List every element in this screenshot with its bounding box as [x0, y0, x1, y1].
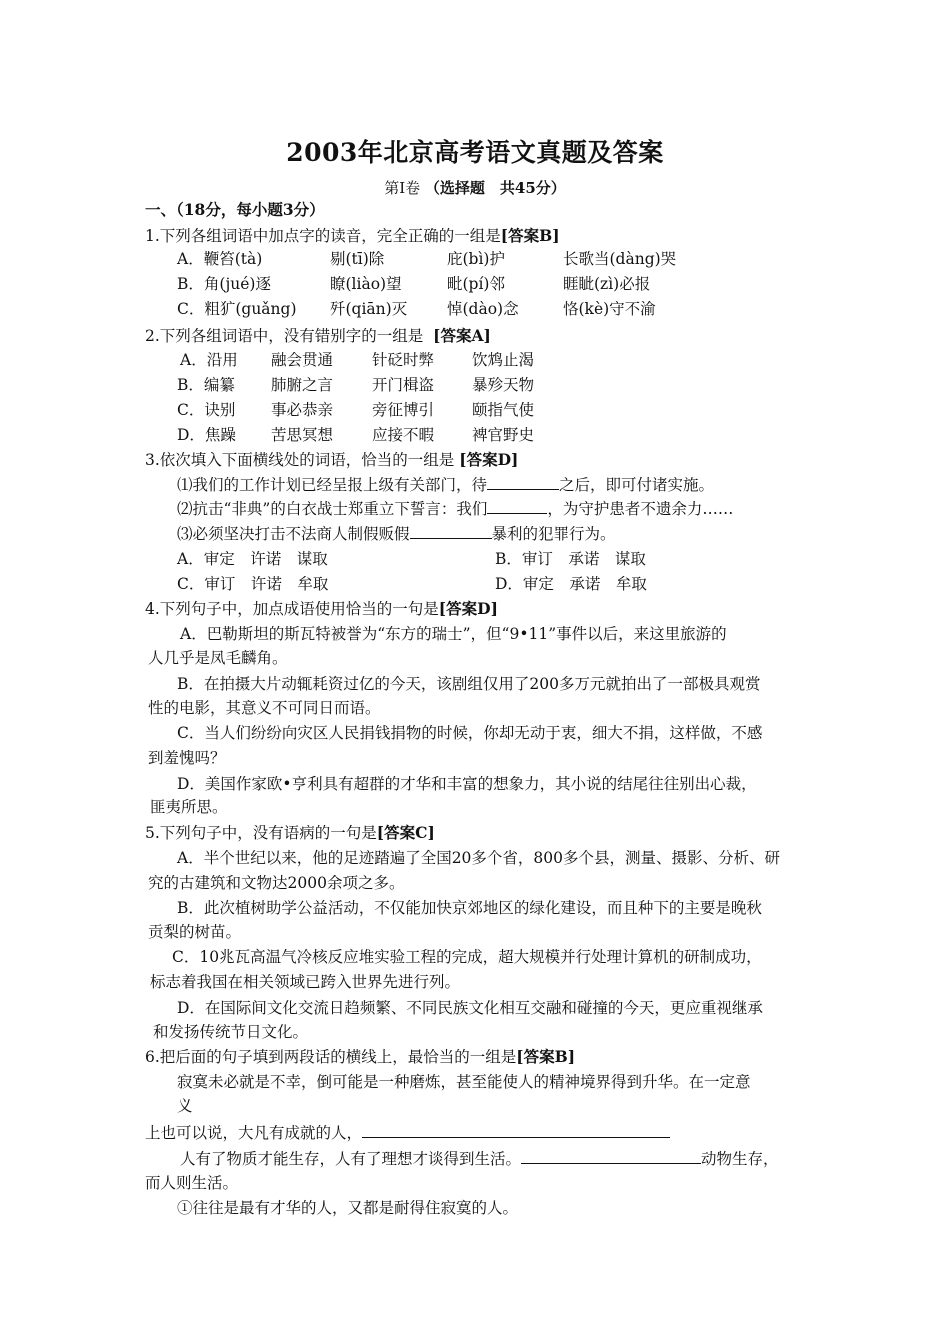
q2-option-cell: 颐指气使 [472, 401, 535, 419]
q2-option-cell: 事必恭亲 [271, 401, 334, 419]
q6-para1-line2: 义 [177, 1097, 193, 1115]
q4-option-c-line2: 到羞愧吗？ [148, 749, 226, 767]
q5-option-c-line2: 标志着我国在相关领域已跨入世界先进行列。 [150, 973, 461, 991]
q6-para2-line1 [180, 1148, 779, 1170]
fill-blank [487, 498, 547, 514]
q6-para2-line2: 而人则生活。 [145, 1174, 239, 1192]
q3-s2-before: ⑵抗击“非典”的白衣战士郑重立下誓言：我们 [177, 500, 488, 518]
q3-s3-after: 暴利的犯罪行为。 [491, 525, 616, 543]
q1-stem-text: 1.下列各组词语中加点字的读音，完全正确的一组是 [145, 227, 501, 245]
q3-stem-text: 3.依次填入下面横线处的词语，恰当的一组是 [145, 451, 455, 469]
q5-option-a-line2: 究的古建筑和文物达2000余项之多。 [148, 874, 405, 892]
q1-option-cell: 毗(pí)邻 [447, 275, 505, 293]
q1-option-cell: A．鞭笞(tà) [177, 250, 263, 268]
q1-option-cell: C．粗犷(guǎng) [177, 300, 297, 318]
q2-option-cell: B．编纂 [177, 376, 235, 394]
fill-blank [362, 1122, 670, 1138]
question-3-stem [145, 449, 518, 471]
q5-option-a-line1: A．半个世纪以来，他的足迹踏遍了全国20多个省，800多个县，测量、摄影、分析、研 [177, 849, 781, 867]
q4-option-b-line2: 性的电影，其意义不可同日而语。 [148, 699, 381, 717]
subtitle-prefix: 第Ⅰ卷 [384, 179, 421, 197]
q6-para2-after: 动物生存， [701, 1150, 779, 1168]
q4-option-a-line1: A．巴勒斯坦的斯瓦特被誉为“东方的瑞士”，但“9•11”事件以后，来这里旅游的 [180, 625, 727, 643]
q2-option-cell: 饮鸩止渴 [472, 351, 535, 369]
q2-option-cell: 旁征博引 [372, 401, 435, 419]
q6-para1-line3 [145, 1122, 670, 1144]
q2-option-cell: A．沿用 [180, 351, 238, 369]
q5-option-b-line2: 贡梨的树苗。 [148, 923, 242, 941]
subtitle-bold: （选择题 共45分） [424, 179, 566, 197]
q3-option: B．审订 承诺 谋取 [495, 550, 646, 568]
q1-answer: [答案B] [500, 226, 560, 245]
question-4-stem [145, 598, 498, 620]
q4-option-c-line1: C．当人们纷纷向灾区人民捐钱捐物的时候，你却无动于衷，细大不捐，这样做，不感 [177, 724, 763, 742]
fill-blank [521, 1148, 701, 1164]
q5-option-b-line1: B．此次植树助学公益活动，不仅能加快京郊地区的绿化建设，而且种下的主要是晚秋 [177, 899, 762, 917]
q6-para1-text: 上也可以说，大凡有成就的人， [145, 1124, 363, 1142]
q3-option: C．审订 许诺 牟取 [177, 575, 329, 593]
q5-option-d-line1: D．在国际间文化交流日趋频繁、不同民族文化相互交融和碰撞的今天，更应重视继承 [177, 999, 763, 1017]
q6-stem-text: 6.把后面的句子填到两段话的横线上，最恰当的一组是 [145, 1048, 517, 1066]
section-heading: 一、（18分，每小题3分） [145, 200, 325, 219]
q1-option-cell: B．角(jué)逐 [177, 275, 271, 293]
q3-sentence-2 [177, 498, 733, 520]
q2-stem-text: 2.下列各组词语中，没有错别字的一组是 [145, 327, 424, 345]
question-1-stem [145, 225, 560, 247]
q5-answer: [答案C] [376, 823, 435, 842]
paper-subtitle [0, 177, 950, 198]
q6-para2-before: 人有了物质才能生存，人有了理想才谈得到生活。 [180, 1150, 522, 1168]
page-title: 2003年北京高考语文真题及答案 [286, 138, 664, 167]
q2-option-cell: 开门楫盗 [372, 376, 435, 394]
q2-option-cell: D．焦躁 [177, 426, 236, 444]
q4-option-d-line1: D．美国作家欧•亨利具有超群的才华和丰富的想象力，其小说的结尾往往别出心裁， [177, 775, 757, 793]
q1-option-cell: 庇(bì)护 [447, 250, 505, 268]
question-5-stem [145, 822, 435, 844]
q4-answer: [答案D] [438, 599, 498, 618]
q6-para1-line1: 寂寞未必就是不幸，倒可能是一种磨炼，甚至能使人的精神境界得到升华。在一定意 [177, 1073, 751, 1091]
q2-option-cell: 肺腑之言 [271, 376, 334, 394]
q2-option-cell: 苦思冥想 [271, 426, 334, 444]
q3-sentence-1 [177, 474, 714, 496]
q2-option-cell: 融会贯通 [271, 351, 334, 369]
q2-option-cell: C．诀别 [177, 401, 236, 419]
q3-s2-after: ，为守护患者不遗余力…… [547, 500, 734, 518]
q3-answer: [答案D] [459, 450, 519, 469]
q1-option-cell: 悼(dào)念 [447, 300, 519, 318]
q5-stem-text: 5.下列句子中，没有语病的一句是 [145, 824, 377, 842]
q2-option-cell: 裨官野史 [472, 426, 535, 444]
q4-option-d-line2: 匪夷所思。 [150, 798, 228, 816]
q1-option-cell: 长歌当(dàng)哭 [563, 250, 677, 268]
fill-blank [487, 474, 559, 490]
q6-answer: [答案B] [516, 1047, 576, 1066]
q5-option-c-line1: C．10兆瓦高温气冷核反应堆实验工程的完成，超大规模并行处理计算机的研制成功， [172, 948, 762, 966]
fill-blank [410, 523, 492, 539]
q4-stem-text: 4.下列句子中，加点成语使用恰当的一句是 [145, 600, 439, 618]
q3-s1-after: 之后，即可付诸实施。 [559, 476, 715, 494]
q4-option-a-line2: 人几乎是凤毛麟角。 [148, 649, 288, 667]
q6-choice-1: ①往往是最有才华的人，又都是耐得住寂寞的人。 [177, 1199, 519, 1217]
q2-option-cell: 应接不暇 [372, 426, 435, 444]
q1-option-cell: 歼(qiān)灭 [330, 300, 408, 318]
q1-option-cell: 恪(kè)守不渝 [563, 300, 656, 318]
q2-answer: [答案A] [433, 326, 491, 345]
q3-option: A．审定 许诺 谋取 [177, 550, 328, 568]
q4-option-b-line1: B．在拍摄大片动辄耗资过亿的今天，该剧组仅用了200多万元就拍出了一部极具观赏 [177, 675, 761, 693]
q5-option-d-line2: 和发扬传统节日文化。 [153, 1023, 309, 1041]
q2-option-cell: 针砭时弊 [372, 351, 435, 369]
q1-option-cell: 睚眦(zì)必报 [563, 275, 651, 293]
q2-option-cell: 暴殄天物 [472, 376, 535, 394]
q3-option: D．审定 承诺 牟取 [495, 575, 647, 593]
question-2-stem [145, 325, 491, 347]
q3-s3-before: ⑶必须坚决打击不法商人制假贩假 [177, 525, 410, 543]
q1-option-cell: 瞭(liào)望 [330, 275, 402, 293]
q1-option-cell: 剔(tī)除 [330, 250, 385, 268]
question-6-stem [145, 1046, 575, 1068]
q3-sentence-3 [177, 523, 616, 545]
q3-s1-before: ⑴我们的工作计划已经呈报上级有关部门，待 [177, 476, 488, 494]
